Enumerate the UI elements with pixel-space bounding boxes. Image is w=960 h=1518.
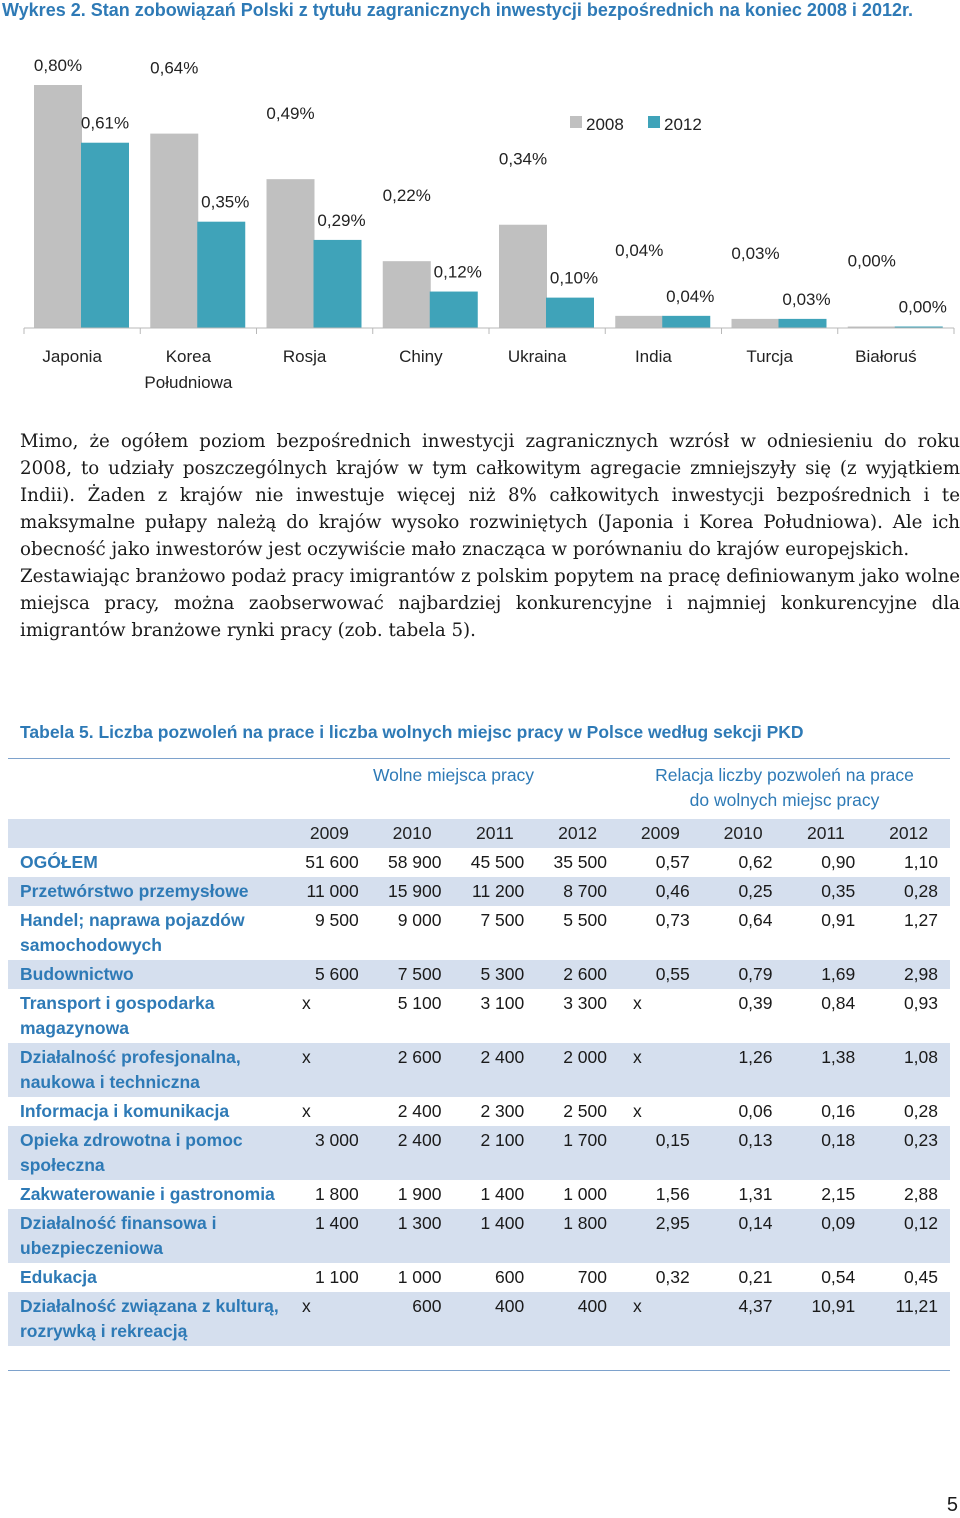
- table-cell: 0,25: [702, 877, 785, 906]
- table-cell: 0,55: [619, 960, 702, 989]
- table-cell: 2,95: [619, 1209, 702, 1263]
- data-label-2012: 0,04%: [666, 286, 715, 306]
- table-cell: 2 600: [536, 960, 619, 989]
- table-caption: Tabela 5. Liczba pozwoleń na prace i liczba wolnych miejsc pracy w Polsce według sekcji PKD: [20, 722, 804, 742]
- table-cell: 3 000: [288, 1126, 371, 1180]
- table-year-header-row: [8, 819, 950, 848]
- data-label-2012: 0,61%: [80, 113, 130, 133]
- table-cell: 15 900: [371, 877, 454, 906]
- table-cell: 0,21: [738, 1267, 773, 1287]
- table-cell: 1,56: [655, 1184, 690, 1204]
- row-label: Transport i gospodarka magazynowa: [20, 993, 215, 1038]
- table-cell: 2 600: [371, 1043, 454, 1097]
- legend-swatch: [570, 116, 582, 128]
- table-row: [8, 1292, 950, 1346]
- table-cell: 4,37: [702, 1292, 785, 1346]
- table-corner-cell: [8, 759, 288, 820]
- table-cell: 700: [577, 1267, 607, 1287]
- table-cell: 0,62: [738, 852, 773, 872]
- table-cell: 0,73: [655, 910, 690, 930]
- table-cell: 600: [371, 1292, 454, 1346]
- table-cell: 2 100: [454, 1126, 537, 1180]
- category-label: India: [634, 347, 672, 366]
- table-cell: 1,10: [903, 852, 939, 872]
- category-label: Rosja: [282, 347, 327, 366]
- table-cell: 2 300: [480, 1101, 525, 1121]
- table-cell: 0,39: [738, 993, 773, 1013]
- table-cell: 58 900: [387, 852, 442, 872]
- table-cell: 2 000: [536, 1043, 619, 1097]
- data-label-2008: 0,22%: [382, 186, 431, 206]
- year-header: 2010: [702, 819, 785, 848]
- table-row: [8, 1263, 950, 1292]
- table-cell: 9 500: [314, 910, 359, 930]
- table-cell: 1 900: [397, 1184, 442, 1204]
- table-cell: x: [619, 1043, 702, 1097]
- table-cell: 0,84: [821, 993, 856, 1013]
- table-cell: 0,13: [702, 1126, 785, 1180]
- bar-2008: [499, 225, 547, 328]
- table-cell: 0,18: [785, 1126, 868, 1180]
- table-cell: 0,32: [655, 1267, 690, 1287]
- data-table: [8, 758, 950, 1346]
- paragraph: Mimo, że ogółem poziom bezpośrednich inwestycji zagranicznych wzrósł w odniesieniu do roku 2008, to udziały poszczególnych krajów w tym całkowitym agregacie zmniejszyły się (z wyjątkiem Indii). Żaden z krajów nie inwestuje więcej niż 8% całkowitych inwestycji bezpośrednich i te maksymalne pułapy należą do krajów wysoko rozwiniętych (Japonia i Korea Południowa). Ale ich obecność jako inwestorów jest oczywiście mało znacząca w porównaniu do krajów europejskich.: [20, 431, 960, 560]
- bar-2008: [34, 85, 82, 328]
- table-cell: 8 700: [536, 877, 619, 906]
- category-label: Południowa: [144, 373, 233, 392]
- year-header: 2011: [785, 819, 868, 848]
- table-row: [8, 1209, 950, 1263]
- table-cell: 1,38: [785, 1043, 868, 1097]
- paragraph: Zestawiając branżowo podaż pracy imigrantów z polskim popytem na pracę definiowanym jako wolne miejsca pracy, można zaobserwować najbardziej konkurencyjne i najmniej konkurencyjne dla imigrantów branżowe rynki pracy (zob. tabela 5).: [20, 566, 960, 641]
- row-label: Działalność związana z kulturą, rozrywką i rekreacją: [8, 1292, 288, 1346]
- table-cell: 1 800: [314, 1184, 359, 1204]
- year-header: 2009: [619, 819, 702, 848]
- table-cell: 3 300: [563, 993, 607, 1013]
- table-cell: 2 400: [371, 1126, 454, 1180]
- table-cell: 1 400: [288, 1209, 371, 1263]
- data-label-2012: 0,10%: [549, 268, 599, 288]
- row-label: Działalność profesjonalna, naukowa i techniczna: [8, 1043, 288, 1097]
- data-label-2008: 0,80%: [33, 56, 83, 75]
- bar-2012: [779, 319, 827, 328]
- table-cell: 5 100: [397, 993, 442, 1013]
- bar-2008: [267, 179, 315, 328]
- table-row: [8, 848, 950, 877]
- table-cell: x: [633, 1101, 642, 1121]
- table-row: [8, 1180, 950, 1209]
- table-cell: 0,14: [702, 1209, 785, 1263]
- table-cell: 0,45: [903, 1267, 939, 1287]
- table-row: [8, 960, 950, 989]
- chart-title: Wykres 2. Stan zobowiązań Polski z tytułu zagranicznych inwestycji bezpośrednich na koniec 2008 i 2012r.: [2, 0, 913, 20]
- page-number: 5: [946, 1494, 958, 1516]
- bar-2012: [430, 292, 478, 328]
- table-cell: 11,21: [867, 1292, 950, 1346]
- table-cell: x: [302, 993, 311, 1013]
- data-label-2008: 0,04%: [615, 240, 664, 260]
- bar-2012: [662, 316, 710, 328]
- table-cell: 0,35: [785, 877, 868, 906]
- row-label: OGÓŁEM: [20, 852, 98, 872]
- data-label-2008: 0,00%: [847, 251, 896, 271]
- table-cell: 11 200: [454, 877, 537, 906]
- table-cell: 7 500: [480, 910, 525, 930]
- table-cell: 9 000: [397, 910, 442, 930]
- group-header-ratio-text: Relacja liczby pozwoleń na prace do wolnych miejsc pracy: [655, 765, 914, 810]
- table-cell: 0,09: [785, 1209, 868, 1263]
- table-cell: 2,88: [903, 1184, 939, 1204]
- row-label: Budownictwo: [8, 960, 288, 989]
- year-header: 2012: [536, 819, 619, 848]
- year-header: 2010: [371, 819, 454, 848]
- table-cell: x: [288, 1043, 371, 1097]
- table-cell: 0,28: [867, 877, 950, 906]
- row-label: Zakwaterowanie i gastronomia: [20, 1184, 275, 1204]
- table-cell: 1 400: [480, 1184, 525, 1204]
- category-label: Japonia: [42, 347, 102, 366]
- table-cell: 0,54: [821, 1267, 856, 1287]
- table-cell: 400: [454, 1292, 537, 1346]
- table-cell: 0,28: [903, 1101, 939, 1121]
- year-header: 2009: [288, 819, 371, 848]
- data-label-2008: 0,34%: [498, 149, 548, 169]
- row-label: Działalność finansowa i ubezpieczeniowa: [8, 1209, 288, 1263]
- table-cell: 1 300: [371, 1209, 454, 1263]
- table-cell: 600: [495, 1267, 525, 1287]
- table-cell: 0,16: [821, 1101, 856, 1121]
- table-cell: 2 400: [454, 1043, 537, 1097]
- table-cell: 1 800: [536, 1209, 619, 1263]
- table-cell: 1,31: [738, 1184, 773, 1204]
- bar-2008: [383, 261, 431, 328]
- table-cell: 1,69: [785, 960, 868, 989]
- table-cell: 0,06: [738, 1101, 773, 1121]
- table-cell: 2 500: [563, 1101, 607, 1121]
- row-label: Handel; naprawa pojazdów samochodowych: [20, 910, 245, 955]
- row-label: Informacja i komunikacja: [20, 1101, 230, 1121]
- bar-2012: [546, 298, 594, 328]
- category-label: Korea: [165, 347, 212, 366]
- table-row: [8, 1126, 950, 1180]
- table-row: [8, 1043, 950, 1097]
- table-cell: 0,93: [903, 993, 939, 1013]
- row-label: Opieka zdrowotna i pomoc społeczna: [8, 1126, 288, 1180]
- table-cell: 51 600: [305, 852, 359, 872]
- group-header-ratio: [619, 759, 950, 820]
- bar-2008: [150, 134, 198, 328]
- table-cell: 1 000: [397, 1267, 442, 1287]
- data-label-2012: 0,35%: [201, 192, 250, 212]
- table-cell: 0,15: [619, 1126, 702, 1180]
- data-label-2012: 0,29%: [317, 210, 366, 230]
- data-label-2008: 0,49%: [266, 104, 315, 124]
- year-header: 2011: [454, 819, 537, 848]
- category-label: Ukraina: [507, 347, 567, 366]
- table-cell: 0,91: [821, 910, 856, 930]
- group-header-vacancies: Wolne miejsca pracy: [288, 759, 619, 820]
- table-cell: 35 500: [553, 852, 607, 872]
- bar-2008: [732, 319, 780, 328]
- table-cell: 11 000: [288, 877, 371, 906]
- table-cell: 0,90: [821, 852, 856, 872]
- table-cell: 2,98: [867, 960, 950, 989]
- category-label: Białoruś: [855, 347, 917, 366]
- data-label-2008: 0,03%: [731, 243, 780, 263]
- table-group-header-row: [8, 759, 950, 820]
- table-cell: 45 500: [470, 852, 525, 872]
- data-label-2012: 0,12%: [433, 262, 482, 282]
- table-cell: x: [633, 993, 642, 1013]
- bar-2008: [615, 316, 663, 328]
- table-cell: 1 000: [563, 1184, 607, 1204]
- data-label-2012: 0,03%: [782, 289, 831, 309]
- row-label: Przetwórstwo przemysłowe: [8, 877, 288, 906]
- table-cell: 10,91: [785, 1292, 868, 1346]
- table-cell: x: [619, 1292, 702, 1346]
- table-cell: 0,57: [655, 852, 690, 872]
- table-cell: 1,26: [702, 1043, 785, 1097]
- bar-2012: [197, 222, 245, 328]
- table-cell: 0,64: [738, 910, 773, 930]
- body-text: [20, 428, 960, 644]
- table-cell: 5 300: [454, 960, 537, 989]
- bar-2012: [314, 240, 362, 328]
- legend-label: 2012: [664, 115, 702, 134]
- table-cell: 7 500: [371, 960, 454, 989]
- table-row: [8, 906, 950, 960]
- category-label: Turcja: [746, 347, 793, 366]
- table-bottom-rule: [8, 1370, 950, 1371]
- bar-2012: [81, 143, 129, 328]
- table-cell: 1,27: [903, 910, 939, 930]
- table-cell: x: [288, 1292, 371, 1346]
- table-cell: 1,08: [867, 1043, 950, 1097]
- table-cell: 1 700: [536, 1126, 619, 1180]
- legend-swatch: [648, 116, 660, 128]
- table-cell: 1 100: [314, 1267, 359, 1287]
- table-cell: 1 400: [454, 1209, 537, 1263]
- year-header-empty: [8, 819, 288, 848]
- table-cell: 5 600: [288, 960, 371, 989]
- table-cell: 400: [536, 1292, 619, 1346]
- table-cell: 2 400: [397, 1101, 442, 1121]
- data-label-2012: 0,00%: [898, 297, 947, 317]
- table-cell: 2,15: [821, 1184, 856, 1204]
- data-label-2008: 0,64%: [150, 58, 199, 78]
- table-cell: 0,46: [619, 877, 702, 906]
- table-row: [8, 989, 950, 1043]
- year-header: 2012: [867, 819, 950, 848]
- table-cell: x: [302, 1101, 311, 1121]
- table-cell: 0,23: [867, 1126, 950, 1180]
- table-row: [8, 1097, 950, 1126]
- table-cell: 3 100: [480, 993, 525, 1013]
- table-cell: 0,12: [867, 1209, 950, 1263]
- bar-chart: [0, 0, 960, 400]
- table-cell: 5 500: [563, 910, 607, 930]
- table-row: [8, 877, 950, 906]
- table-cell: 0,79: [702, 960, 785, 989]
- row-label: Edukacja: [20, 1267, 97, 1287]
- category-label: Chiny: [399, 347, 443, 366]
- legend-label: 2008: [586, 115, 624, 134]
